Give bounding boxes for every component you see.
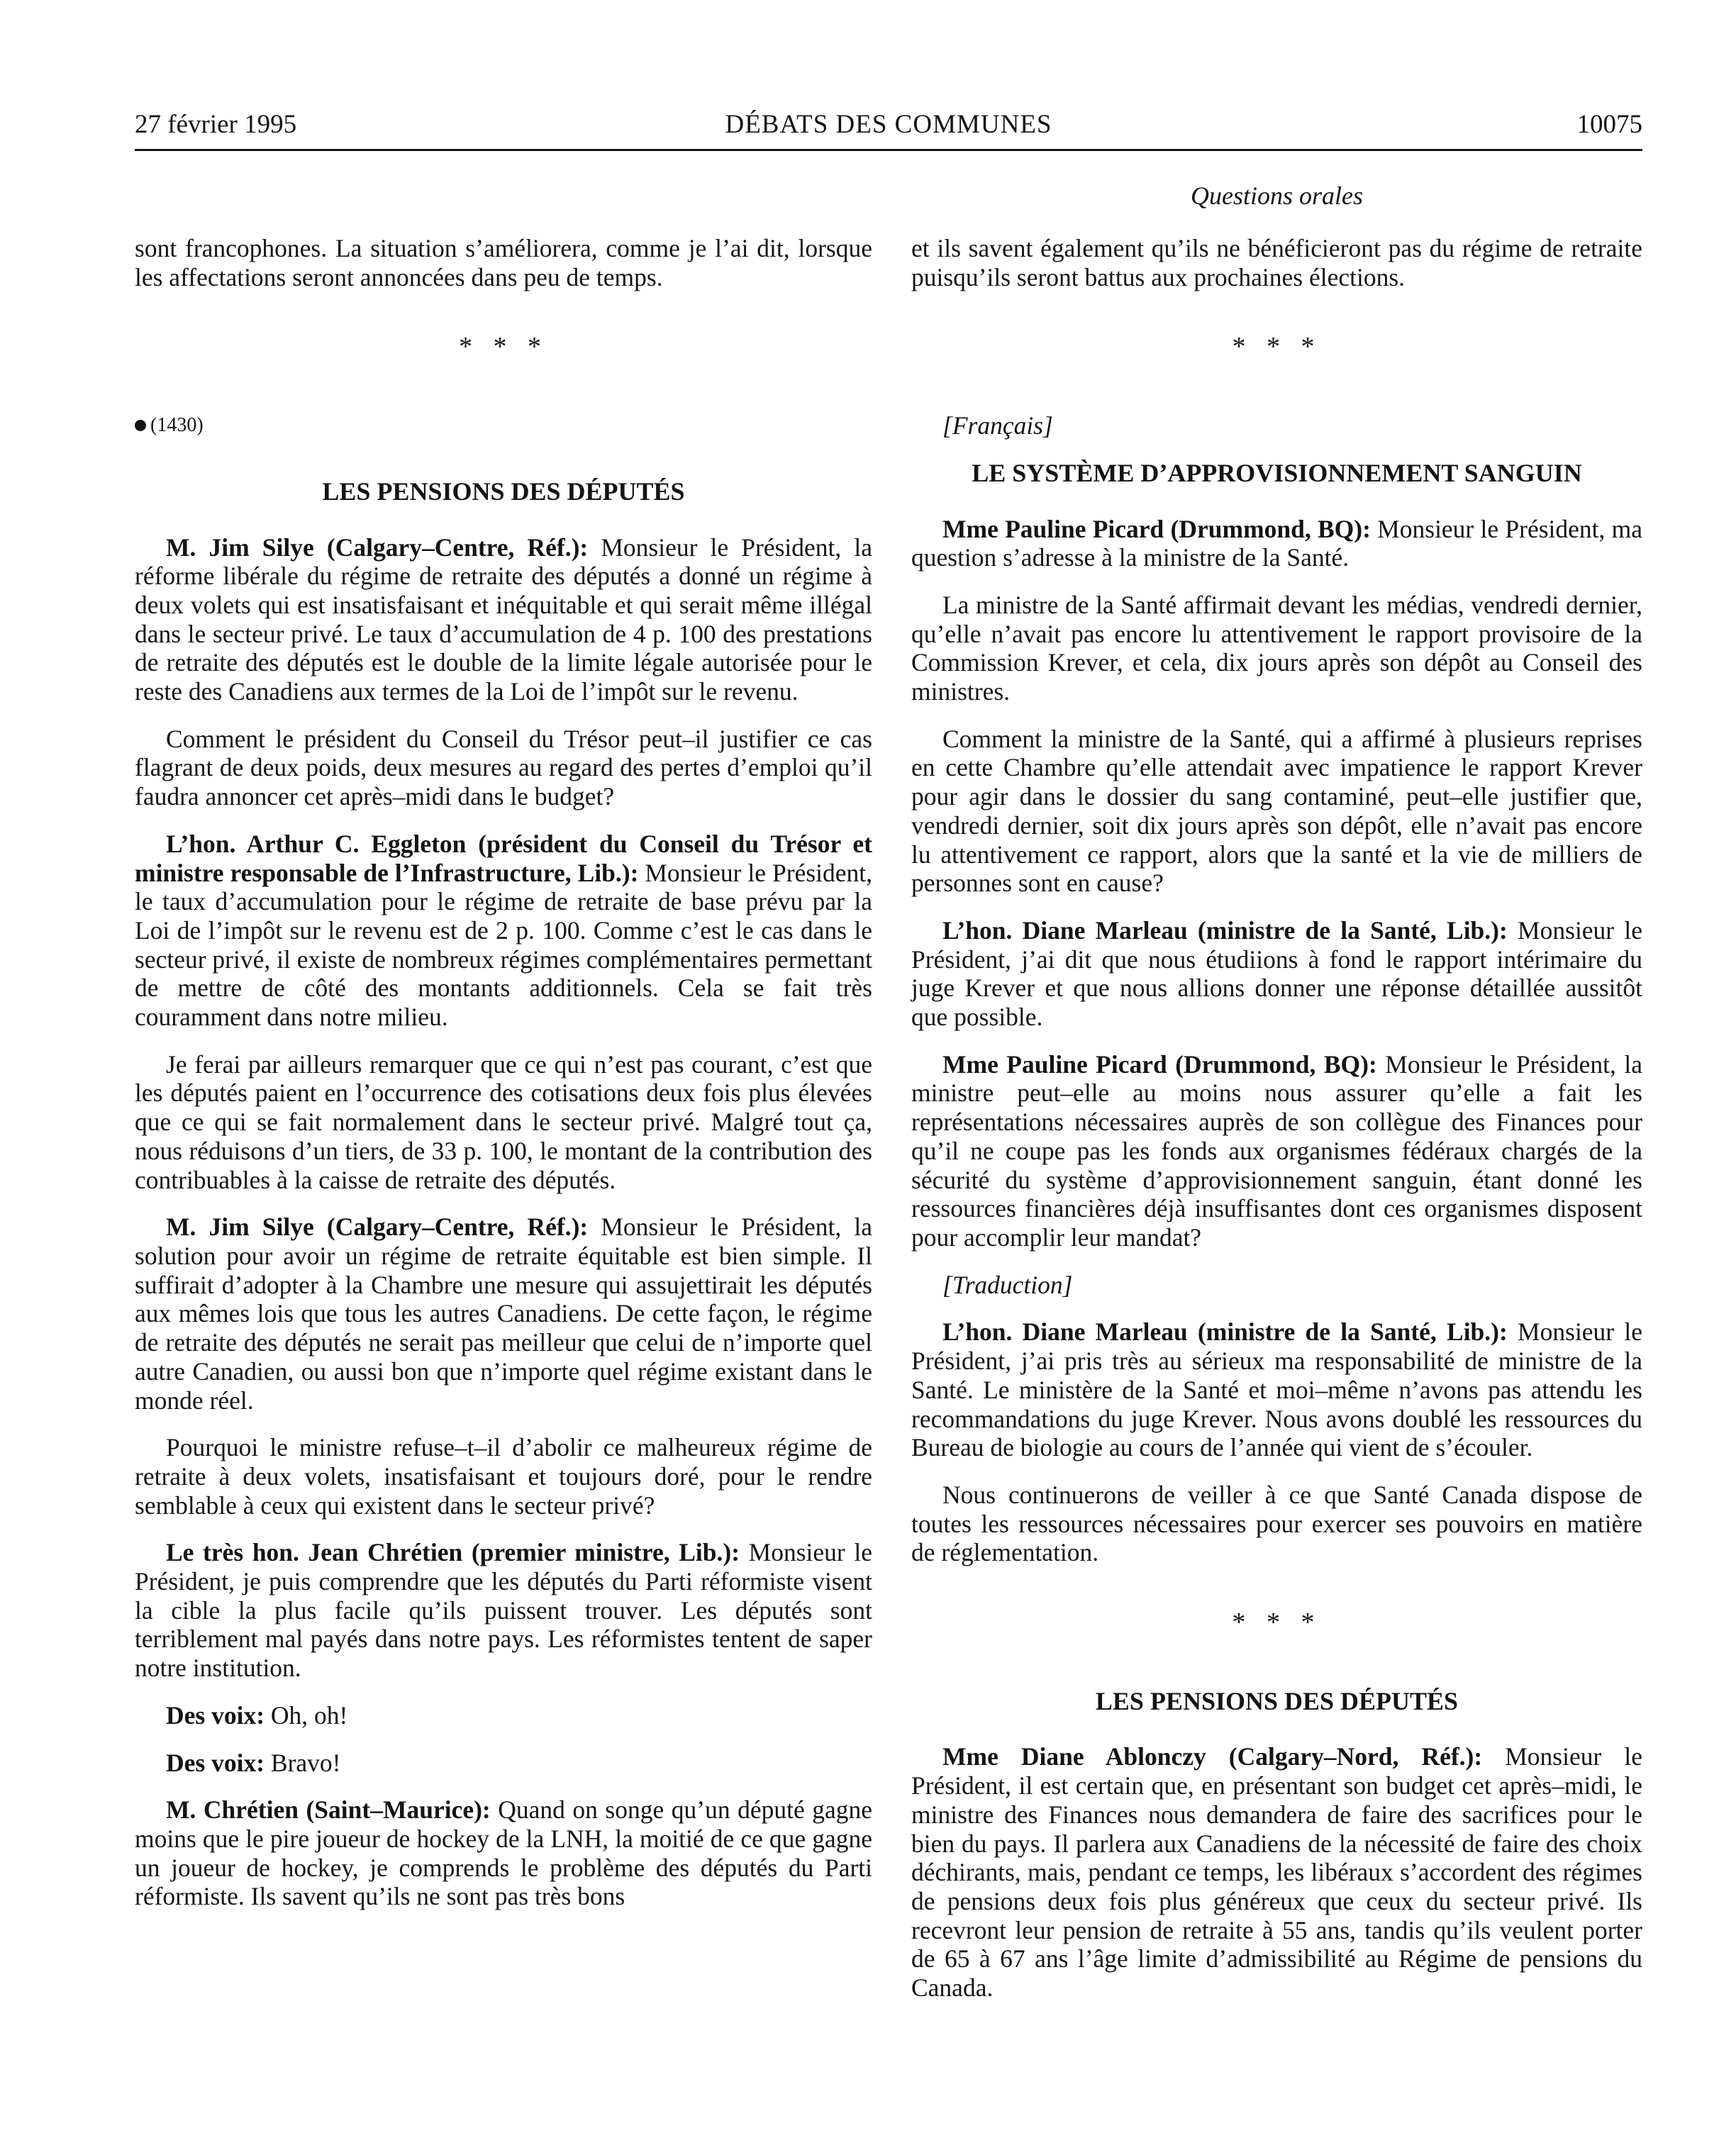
language-marker: [Traduction]: [942, 1270, 1073, 1299]
paragraph: Comment la ministre de la Santé, qui a affirmé à plusieurs reprises en cette Chambre qu’elle attendait avec impatience le rapport Krever pour agir dans le dossier du sang contaminé, peut–elle justifier que, vendredi dernier, soit dix jours après son dépôt, elle n’avait pas encore lu attentivement ce rapport, alors que la santé et la vie de milliers de personnes sont en cause?: [911, 724, 1642, 898]
speaker: L’hon. Arthur C. Eggleton (président du Conseil du Trésor et ministre responsable de l’Infrastructure, Lib.):: [135, 829, 872, 887]
speech: [911, 1742, 1642, 2002]
speech: [135, 533, 872, 706]
timestamp-text: (1430): [150, 414, 204, 437]
speech: [911, 515, 1642, 572]
speech: [135, 1213, 872, 1415]
paragraph: sont francophones. La situation s’améliorera, comme je l’ai dit, lorsque les affectations seront annoncées dans peu de temps.: [135, 234, 872, 291]
speaker: Des voix:: [166, 1700, 265, 1730]
speech-text: Monsieur le Président, je puis comprendre que les députés du Parti réformiste visent la cible la plus facile qu’ils puissent trouver. Les députés sont terriblement mal payés dans notre pays. Les réformistes tentent de saper notre institution.: [135, 1538, 872, 1683]
running-header: [135, 106, 1642, 151]
speech: [911, 1318, 1642, 1462]
speech-text: Monsieur le Président, la ministre peut–elle au moins nous assurer qu’elle a fait les représentations nécessaires auprès de son collègue des Finances pour qu’il ne coupe pas les fonds aux organismes fédéraux chargés de la sécurité du système d’approvisionnement sanguin, étant donné les ressources financières déjà insuffisantes dont ces organismes disposent pour accomplir leur mandat?: [911, 1049, 1642, 1252]
section-heading: LES PENSIONS DES DÉPUTÉS: [322, 477, 685, 506]
paragraph: et ils savent également qu’ils ne bénéficieront pas du régime de retraite puisqu’ils seront battus aux prochaines élections.: [911, 234, 1642, 291]
section-heading: LE SYSTÈME D’APPROVISIONNEMENT SANGUIN: [972, 458, 1582, 487]
speaker: Le très hon. Jean Chrétien (premier ministre, Lib.):: [166, 1538, 740, 1567]
speech-text: Monsieur le Président, la solution pour avoir un régime de retraite équitable est bien simple. Il suffirait d’adopter à la Chambre une mesure qui assujettirait les députés aux mêmes lois que tous les autres Canadiens. De cette façon, le régime de retraite des députés ne serait pas meilleur que celui de n’importe quel autre Canadien, ou aussi bon que n’importe quel régime existant dans le monde réel.: [135, 1213, 872, 1415]
speaker: Mme Pauline Picard (Drummond, BQ):: [942, 1049, 1377, 1079]
speech: [911, 1050, 1642, 1252]
bullet-icon: [135, 420, 146, 431]
speech-text: Monsieur le Président, j’ai pris très au sérieux ma responsabilité de ministre de la Santé. Le ministère de la Santé et moi–même n’avons pas attendu les recommandations du juge Krever. Nous avons doublé les ressources du Bureau de biologie au cours de l’année qui vient de s’écouler.: [911, 1318, 1642, 1462]
paragraph: Pourquoi le ministre refuse–t–il d’abolir ce malheureux régime de retraite à deux volets, insatisfaisant et toujours doré, pour le rendre semblable à ceux qui existent dans le secteur privé?: [135, 1433, 872, 1520]
section-heading: LES PENSIONS DES DÉPUTÉS: [1095, 1686, 1459, 1715]
speech: [135, 1538, 872, 1683]
speech: [911, 916, 1642, 1032]
timestamp: [135, 411, 872, 440]
speaker: L’hon. Diane Marleau (ministre de la Santé, Lib.):: [942, 1318, 1508, 1347]
speaker: M. Jim Silye (Calgary–Centre, Réf.):: [166, 1213, 589, 1242]
speech-text: Quand on songe qu’un député gagne moins que le pire joueur de hockey de la LNH, la moitié de ce que gagne un joueur de hockey, je comprends le problème des députés du Parti réformiste. Ils savent qu’ils ne sont pas très bons: [135, 1795, 872, 1911]
speech-text: Monsieur le Président, la réforme libérale du régime de retraite des députés a donné un régime à deux volets qui est insatisfaisant et inéquitable et qui serait même illégal dans le secteur privé. Le taux d’accumulation de 4 p. 100 des prestations de retraite des députés est le double de la limite légale autorisée pour le reste des Canadiens aux termes de la Loi de l’impôt sur le revenu.: [135, 533, 872, 706]
speaker: M. Jim Silye (Calgary–Centre, Réf.):: [166, 533, 589, 562]
page-number: 10075: [1576, 110, 1642, 139]
right-column: [911, 234, 1642, 2021]
speaker: L’hon. Diane Marleau (ministre de la Santé, Lib.):: [942, 915, 1508, 945]
section-separator: * * *: [1232, 332, 1322, 362]
speech-text: Monsieur le Président, le taux d’accumulation pour le régime de retraite de base prévu par la Loi de l’impôt sur le revenu est de 2 p. 100. Comme c’est le cas dans le secteur privé, il existe de nombreux régimes complémentaires permettant de mettre de côté des montants additionnels. Cela se fait très couramment dans notre milieu.: [135, 858, 873, 1032]
paragraph: La ministre de la Santé affirmait devant les médias, vendredi dernier, qu’elle n’avait pas encore lu attentivement le rapport provisoire de la Commission Krever, et cela, dix jours après son dépôt au Conseil des ministres.: [911, 590, 1642, 706]
speaker: Des voix:: [166, 1748, 265, 1777]
paragraph: Nous continuerons de veiller à ce que Santé Canada dispose de toutes les ressources nécessaires pour exercer ses pouvoirs en matière de réglementation.: [911, 1480, 1642, 1567]
left-column: [135, 234, 872, 1929]
header-title: DÉBATS DES COMMUNES: [725, 110, 1052, 139]
speech-text: Bravo!: [265, 1748, 341, 1777]
speech-text: Monsieur le Président, il est certain que, en présentant son budget cet après–midi, le ministre des Finances nous demandera de faire des sacrifices pour le bien du pays. Il parlera aux Canadiens de la nécessité de faire des choix déchirants, mais, pendant ce temps, les libéraux s’accordent des régimes de pensions deux fois plus généreux que ceux du secteur privé. Ils recevront leur pension de retraite à 55 ans, tandis qu’ils veulent porter de 65 à 67 ans l’âge limite d’admissibilité au Régime de pensions du Canada.: [911, 1742, 1642, 2003]
speech: [135, 1701, 872, 1730]
speech-text: Monsieur le Président, j’ai dit que nous étudiions à fond le rapport intérimaire du juge Krever et que nous allions donner une réponse détaillée aussitôt que possible.: [911, 915, 1642, 1032]
speaker: M. Chrétien (Saint–Maurice):: [166, 1795, 491, 1825]
speech-text: Monsieur le Président, ma question s’adresse à la ministre de la Santé.: [911, 514, 1642, 572]
speaker: Mme Diane Ablonczy (Calgary–Nord, Réf.):: [942, 1742, 1483, 1771]
speech: [135, 830, 872, 1032]
speech-text: Oh, oh!: [265, 1700, 348, 1730]
section-separator: * * *: [1232, 1608, 1322, 1638]
speech: [135, 1795, 872, 1911]
speaker: Mme Pauline Picard (Drummond, BQ):: [942, 514, 1371, 543]
speech: [135, 1749, 872, 1778]
header-date: 27 février 1995: [135, 110, 297, 139]
paragraph: Je ferai par ailleurs remarquer que ce qui n’est pas courant, c’est que les députés paient en l’occurrence des cotisations deux fois plus élevées que ce qui se fait normalement dans le secteur privé. Malgré tout ça, nous réduisons d’un tiers, de 33 p. 100, le montant de la contribution des contribuables à la caisse de retraite des députés.: [135, 1049, 872, 1194]
section-separator: * * *: [459, 332, 548, 362]
paragraph: Comment le président du Conseil du Trésor peut–il justifier ce cas flagrant de deux poids, deux mesures au regard des pertes d’emploi qu’il faudra annoncer cet après–midi dans le budget?: [135, 724, 872, 811]
section-subhead: Questions orales: [1191, 182, 1363, 210]
language-marker: [Français]: [942, 411, 1053, 440]
